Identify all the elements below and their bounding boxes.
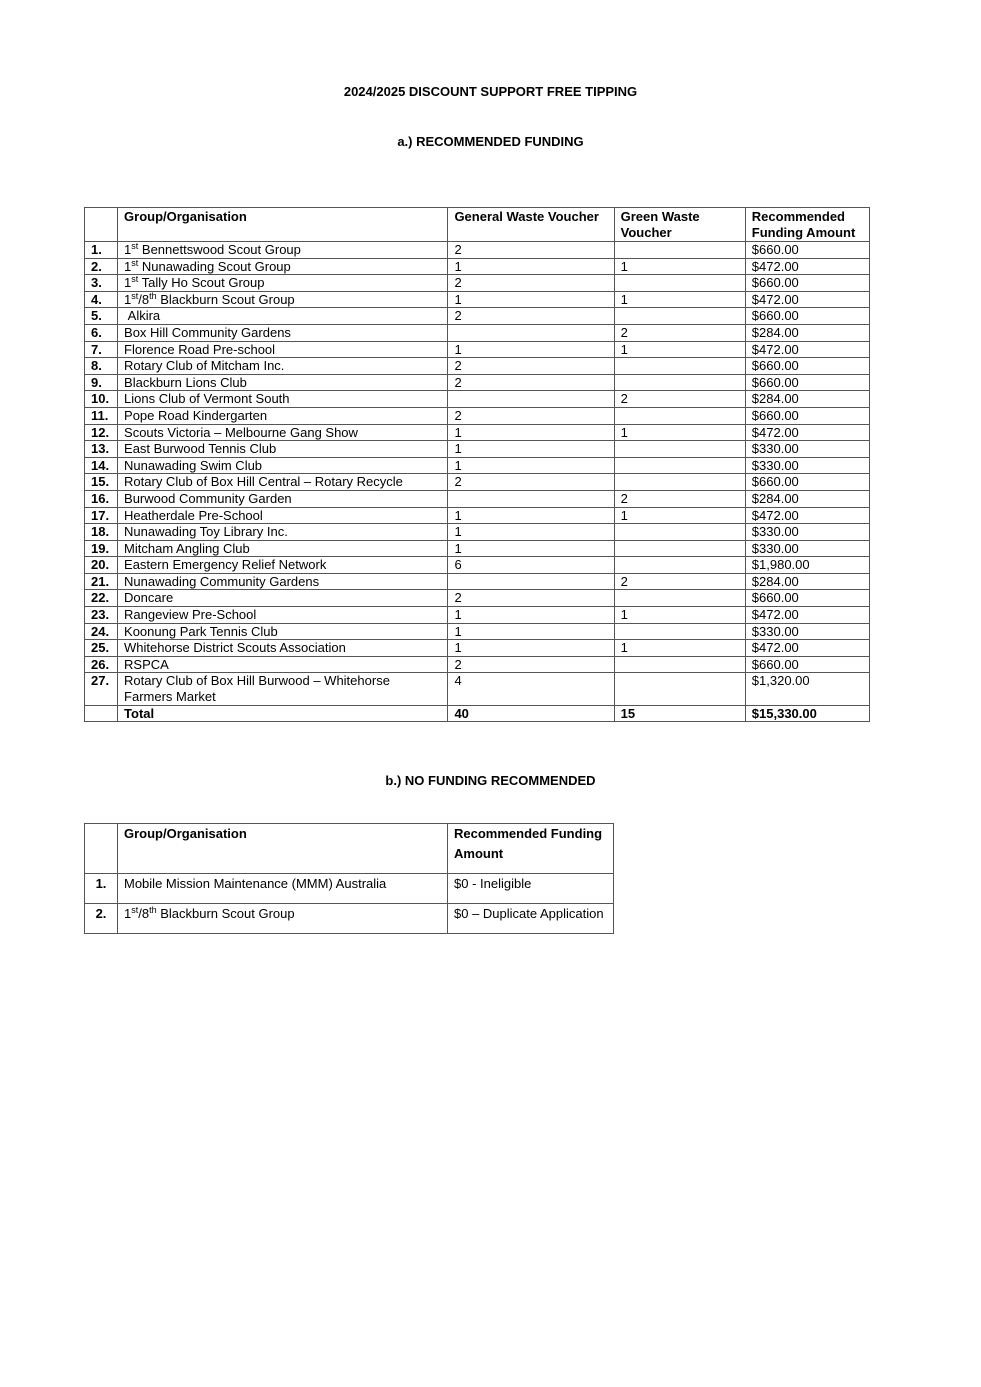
table-row	[85, 275, 870, 292]
ordinal-suffix: st	[131, 905, 139, 915]
row-number: 12.	[85, 424, 118, 441]
general-waste-count: 1	[448, 524, 614, 541]
funding-amount: $330.00	[745, 441, 869, 458]
general-waste-count: 2	[448, 242, 614, 259]
green-waste-count: 1	[614, 424, 745, 441]
general-waste-count: 2	[448, 407, 614, 424]
table-header-row	[85, 208, 870, 242]
row-number: 15.	[85, 474, 118, 491]
header-number	[85, 824, 118, 874]
funding-amount: $660.00	[745, 374, 869, 391]
group-name-text: Whitehorse District Scouts Association	[124, 640, 346, 656]
group-name-text: Doncare	[124, 590, 174, 606]
row-number: 7.	[85, 341, 118, 358]
ordinal-suffix: st	[131, 274, 139, 285]
group-name	[118, 507, 448, 524]
table-row	[85, 573, 870, 590]
funding-amount: $330.00	[745, 457, 869, 474]
funding-amount: $330.00	[745, 540, 869, 557]
row-number: 4.	[85, 291, 118, 308]
green-waste-count	[614, 540, 745, 557]
row-number: 2.	[85, 904, 118, 934]
group-name	[118, 457, 448, 474]
table-row	[85, 391, 870, 408]
group-name-text: Scouts Victoria – Melbourne Gang Show	[124, 424, 358, 440]
header-amount: Recommended Funding Amount	[745, 208, 869, 242]
green-waste-count	[614, 358, 745, 375]
green-waste-count	[614, 590, 745, 607]
green-waste-count	[614, 656, 745, 673]
total-amount: $15,330.00	[745, 705, 869, 722]
green-waste-count: 1	[614, 258, 745, 275]
green-waste-count: 1	[614, 607, 745, 624]
header-group: Group/Organisation	[118, 208, 448, 242]
row-number: 27.	[85, 673, 118, 705]
ordinal-number: 1	[124, 258, 132, 274]
table-row	[85, 258, 870, 275]
funding-amount: $472.00	[745, 607, 869, 624]
row-number: 24.	[85, 623, 118, 640]
group-name	[118, 474, 448, 491]
general-waste-count: 1	[448, 258, 614, 275]
table-row	[85, 904, 614, 934]
general-waste-count: 6	[448, 557, 614, 574]
group-name	[118, 590, 448, 607]
ordinal-suffix: st	[131, 290, 139, 301]
row-number: 21.	[85, 573, 118, 590]
funding-amount: $284.00	[745, 573, 869, 590]
general-waste-count: 2	[448, 308, 614, 325]
header-amount: Recommended Funding Amount	[448, 824, 614, 874]
ordinal-number: 1	[124, 291, 132, 307]
row-number: 13.	[85, 441, 118, 458]
table-row	[85, 308, 870, 325]
table-row	[85, 441, 870, 458]
funding-amount: $330.00	[745, 623, 869, 640]
row-number: 3.	[85, 275, 118, 292]
funding-amount: $472.00	[745, 640, 869, 657]
recommended-funding-table	[84, 207, 870, 722]
header-general-waste: General Waste Voucher	[448, 208, 614, 242]
group-name-text: Blackburn Lions Club	[124, 374, 247, 390]
group-name-text: Box Hill Community Gardens	[124, 324, 291, 340]
green-waste-count: 1	[614, 291, 745, 308]
table-header-row	[85, 824, 614, 874]
green-waste-count	[614, 623, 745, 640]
row-number: 16.	[85, 490, 118, 507]
green-waste-count	[614, 441, 745, 458]
general-waste-count: 1	[448, 457, 614, 474]
row-number: 20.	[85, 557, 118, 574]
funding-amount: $284.00	[745, 324, 869, 341]
table-row	[85, 557, 870, 574]
group-name-text: Rangeview Pre-School	[124, 607, 257, 623]
group-name	[118, 607, 448, 624]
funding-amount: $660.00	[745, 242, 869, 259]
green-waste-count	[614, 374, 745, 391]
general-waste-count: 1	[448, 540, 614, 557]
ordinal-suffix: st	[131, 241, 139, 251]
ordinal-suffix: th	[149, 905, 157, 915]
group-name	[118, 258, 448, 275]
funding-amount: $330.00	[745, 524, 869, 541]
no-funding-table	[84, 823, 614, 934]
group-name	[118, 275, 448, 292]
group-name	[118, 557, 448, 574]
general-waste-count: 1	[448, 341, 614, 358]
general-waste-count: 1	[448, 623, 614, 640]
funding-amount: $660.00	[745, 275, 869, 292]
row-number: 19.	[85, 540, 118, 557]
row-number: 6.	[85, 324, 118, 341]
group-name	[118, 341, 448, 358]
document-title: 2024/2025 DISCOUNT SUPPORT FREE TIPPING	[343, 84, 638, 99]
row-number: 2.	[85, 258, 118, 275]
row-number: 14.	[85, 457, 118, 474]
general-waste-count: 2	[448, 358, 614, 375]
funding-amount: $472.00	[745, 341, 869, 358]
group-name-text: Nunawading Swim Club	[124, 457, 263, 473]
general-waste-count	[448, 573, 614, 590]
group-name-text: Mitcham Angling Club	[124, 540, 250, 556]
table-row	[85, 656, 870, 673]
general-waste-count: 1	[448, 424, 614, 441]
table-row	[85, 507, 870, 524]
table-row	[85, 407, 870, 424]
group-name-text: Nunawading Toy Library Inc.	[124, 524, 288, 540]
table-row	[85, 607, 870, 624]
group-name-text: Eastern Emergency Relief Network	[124, 557, 327, 573]
group-name-text: Nunawading Scout Group	[138, 258, 291, 274]
table-row	[85, 673, 870, 705]
general-waste-count: 2	[448, 590, 614, 607]
green-waste-count	[614, 457, 745, 474]
row-number: 1.	[85, 874, 118, 904]
green-waste-count	[614, 407, 745, 424]
green-waste-count	[614, 474, 745, 491]
funding-amount: $660.00	[745, 407, 869, 424]
general-waste-count: 2	[448, 656, 614, 673]
group-name-text: Rotary Club of Mitcham Inc.	[124, 358, 285, 374]
header-group: Group/Organisation	[118, 824, 448, 874]
group-name-text: Nunawading Community Gardens	[124, 573, 320, 589]
group-name-text: Lions Club of Vermont South	[124, 391, 290, 407]
general-waste-count	[448, 490, 614, 507]
table-row	[85, 590, 870, 607]
group-name	[118, 640, 448, 657]
funding-amount: $1,980.00	[745, 557, 869, 574]
funding-amount: $284.00	[745, 490, 869, 507]
total-label: Total	[118, 705, 448, 722]
general-waste-count: 2	[448, 275, 614, 292]
ordinal-number: 1	[124, 275, 132, 291]
group-name-text: Florence Road Pre-school	[124, 341, 276, 357]
group-name	[118, 490, 448, 507]
ordinal-number: 1	[124, 906, 132, 921]
funding-amount: $472.00	[745, 507, 869, 524]
row-number: 23.	[85, 607, 118, 624]
funding-amount: $1,320.00	[745, 673, 869, 705]
table-row	[85, 640, 870, 657]
table-row	[85, 242, 870, 259]
row-number: 18.	[85, 524, 118, 541]
table-row	[85, 358, 870, 375]
table-row	[85, 291, 870, 308]
group-name	[118, 540, 448, 557]
row-number: 17.	[85, 507, 118, 524]
green-waste-count: 2	[614, 573, 745, 590]
group-name	[118, 573, 448, 590]
funding-amount: $284.00	[745, 391, 869, 408]
total-row	[85, 705, 870, 722]
header-green-waste: Green Waste Voucher	[614, 208, 745, 242]
table-row	[85, 490, 870, 507]
row-number: 10.	[85, 391, 118, 408]
funding-amount: $660.00	[745, 308, 869, 325]
general-waste-count: 1	[448, 640, 614, 657]
funding-amount: $0 – Duplicate Application	[448, 904, 614, 934]
ordinal-suffix: st	[131, 257, 139, 268]
general-waste-count	[448, 324, 614, 341]
group-name	[118, 391, 448, 408]
funding-amount: $660.00	[745, 474, 869, 491]
general-waste-count: 1	[448, 607, 614, 624]
green-waste-count: 1	[614, 341, 745, 358]
group-name-text: Rotary Club of Box Hill Burwood – Whitehorse Farmers Market	[124, 673, 394, 705]
group-name-text: Blackburn Scout Group	[156, 906, 295, 921]
group-name-text: Rotary Club of Box Hill Central – Rotary Recycle	[124, 474, 403, 490]
group-name-text: Tally Ho Scout Group	[138, 275, 265, 291]
general-waste-count: 2	[448, 474, 614, 491]
ordinal-number: /8	[138, 906, 150, 921]
group-name	[118, 291, 448, 308]
green-waste-count: 1	[614, 507, 745, 524]
group-name	[118, 358, 448, 375]
table-row	[85, 474, 870, 491]
row-number: 8.	[85, 358, 118, 375]
green-waste-count	[614, 524, 745, 541]
header-number	[85, 208, 118, 242]
table-row	[85, 623, 870, 640]
ordinal-number: /8	[138, 291, 150, 307]
table-row	[85, 457, 870, 474]
green-waste-count	[614, 275, 745, 292]
group-name	[118, 673, 448, 705]
group-name	[118, 656, 448, 673]
table-row	[85, 324, 870, 341]
general-waste-count: 2	[448, 374, 614, 391]
group-name	[118, 324, 448, 341]
group-name-text: Koonung Park Tennis Club	[124, 623, 278, 639]
group-name-text: East Burwood Tennis Club	[124, 441, 277, 457]
group-name	[118, 374, 448, 391]
table-row	[85, 524, 870, 541]
row-number: 1.	[85, 242, 118, 259]
green-waste-count	[614, 242, 745, 259]
funding-amount: $472.00	[745, 291, 869, 308]
group-name	[118, 407, 448, 424]
total-general: 40	[448, 705, 614, 722]
general-waste-count: 1	[448, 441, 614, 458]
general-waste-count: 4	[448, 673, 614, 705]
total-number	[85, 705, 118, 722]
total-green: 15	[614, 705, 745, 722]
section-b-title: b.) NO FUNDING RECOMMENDED	[385, 773, 596, 788]
row-number: 11.	[85, 407, 118, 424]
funding-amount: $472.00	[745, 258, 869, 275]
row-number: 22.	[85, 590, 118, 607]
group-name-text: Mobile Mission Maintenance (MMM) Australia	[124, 876, 387, 891]
row-number: 25.	[85, 640, 118, 657]
group-name	[118, 524, 448, 541]
ordinal-suffix: th	[149, 290, 157, 301]
green-waste-count	[614, 673, 745, 705]
row-number: 9.	[85, 374, 118, 391]
table-row	[85, 424, 870, 441]
section-a-title: a.) RECOMMENDED FUNDING	[397, 134, 584, 149]
group-name-text: Bennettswood Scout Group	[138, 242, 301, 257]
green-waste-count	[614, 308, 745, 325]
funding-amount: $472.00	[745, 424, 869, 441]
group-name	[118, 904, 448, 934]
table-row	[85, 540, 870, 557]
general-waste-count: 1	[448, 291, 614, 308]
group-name	[118, 623, 448, 640]
table-row	[85, 374, 870, 391]
general-waste-count	[448, 391, 614, 408]
table-row	[85, 341, 870, 358]
funding-amount: $660.00	[745, 358, 869, 375]
funding-amount: $660.00	[745, 590, 869, 607]
green-waste-count: 2	[614, 391, 745, 408]
group-name-text: Heatherdale Pre-School	[124, 507, 263, 523]
green-waste-count: 1	[614, 640, 745, 657]
group-name	[118, 308, 448, 325]
row-number: 5.	[85, 308, 118, 325]
funding-amount: $0 - Ineligible	[448, 874, 614, 904]
group-name	[118, 424, 448, 441]
green-waste-count: 2	[614, 490, 745, 507]
group-name-text: RSPCA	[124, 656, 169, 672]
group-name	[118, 242, 448, 259]
row-number: 26.	[85, 656, 118, 673]
green-waste-count	[614, 557, 745, 574]
group-name-text: Blackburn Scout Group	[156, 291, 295, 307]
group-name-text: Alkira	[124, 308, 161, 324]
green-waste-count: 2	[614, 324, 745, 341]
group-name	[118, 441, 448, 458]
group-name-text: Burwood Community Garden	[124, 490, 292, 506]
general-waste-count: 1	[448, 507, 614, 524]
group-name	[118, 874, 448, 904]
funding-amount: $660.00	[745, 656, 869, 673]
group-name-text: Pope Road Kindergarten	[124, 407, 268, 423]
ordinal-number: 1	[124, 242, 132, 257]
table-row	[85, 874, 614, 904]
